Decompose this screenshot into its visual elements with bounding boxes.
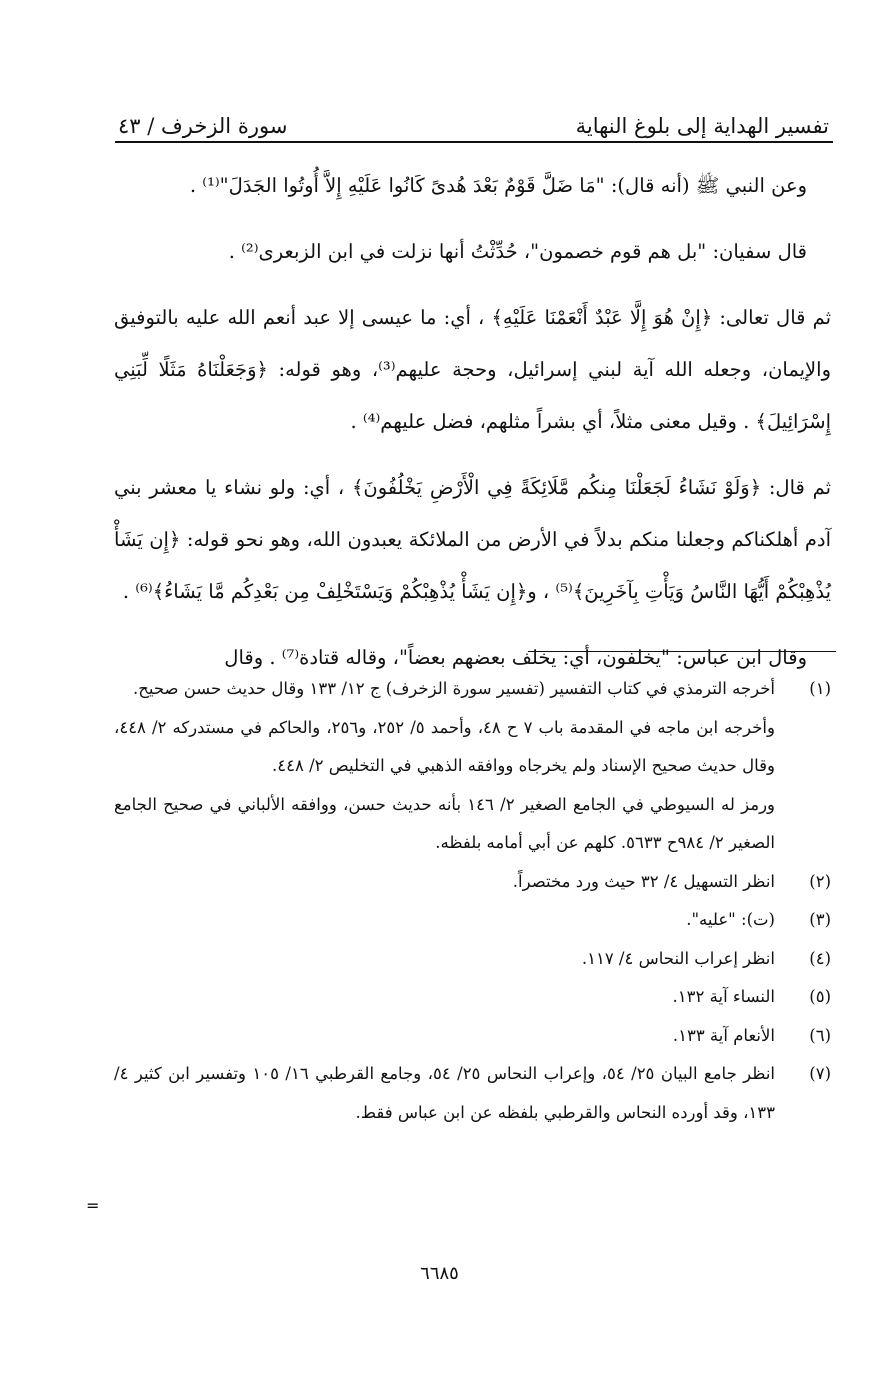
paragraph-5: وقال ابن عباس: "يخلفون، أي: يخلف بعضهم بعضاً"، وقاله قتادة⁽⁷⁾ . وقال — [224, 646, 807, 669]
footnote-1-continuation: ورمز له السيوطي في الجامع الصغير ٢/ ١٤٦ بأنه حديث حسن، ووافقه الألباني في صحيح الجامع الصغير ٢/ ٩٨٤ح ٥٦٣٣. كلهم عن أبي أمامه بلفظه. — [114, 794, 776, 852]
footnote-text: (ت): "عليه". — [686, 910, 775, 929]
paragraph-4: ثم قال: ﴿وَلَوْ نَشَاءُ لَجَعَلْنَا مِنكُم مَّلَائِكَةً فِي الْأَرْضِ يَخْلُفُونَ﴾ ، أي: ولو نشاء يا معشر بني آدم أهلكناكم وجعلنا منكم بدلاً في الأرض من الملائكة يعبدون الله، وهو نحو قوله: ﴿إِن يَشَأْ يُذْهِبْكُمْ أَيُّهَا النَّاسُ وَيَأْتِ بِآخَرِينَ﴾⁽⁵⁾ ، و﴿إِن يَشَأْ يُذْهِبْكُمْ وَيَسْتَخْلِفْ مِن بَعْدِكُم مَّا يَشَاءُ﴾⁽⁶⁾ . — [114, 476, 831, 603]
book-title: تفسير الهداية إلى بلوغ النهاية — [575, 114, 829, 138]
footnote-number: (٤) — [809, 948, 831, 968]
footnote-number: (٦) — [809, 1025, 831, 1045]
footnote-text: النساء آية ١٣٢. — [672, 987, 775, 1006]
paragraph-1: وعن النبي ﷺ (أنه قال): "مَا ضَلَّ قَوْمٌ بَعْدَ هُدىً كَانُوا عَلَيْهِ إِلاَّ أُوتُوا الجَدَلَ"⁽¹⁾ . — [189, 174, 807, 197]
footnote-text: انظر جامع البيان ٢٥/ ٥٤، وإعراب النحاس ٢٥/ ٥٤، وجامع القرطبي ١٦/ ١٠٥ وتفسير ابن كثير ٤/ ١٣٣، وقد أورده النحاس والقرطبي بلفظه عن ابن عباس فقط. — [114, 1064, 775, 1122]
footnote-text: انظر التسهيل ٤/ ٣٢ حيث ورد مختصراً. — [512, 871, 775, 891]
footnote-6 — [114, 1017, 831, 1056]
surah-label: سورة الزخرف / ٤٣ — [118, 114, 288, 138]
footnote-number: (١) — [809, 679, 831, 698]
footnote-7 — [114, 1055, 831, 1132]
footnote-5 — [114, 978, 831, 1017]
footnote-2 — [114, 863, 831, 902]
footnote-text: الأنعام آية ١٣٣. — [672, 1025, 775, 1045]
page-number: ٦٦٨٥ — [420, 1263, 459, 1284]
footnote-1-continuation: وأخرجه ابن ماجه في المقدمة باب ٧ ح ٤٨، وأحمد ٥/ ٢٥٢، و٢٥٦، والحاكم في مستدركه ٢/ ٤٤٨، وقال حديث صحيح الإسناد ولم يخرجاه ووافقه الذهبي في التخليص ٢/ ٤٤٨. — [114, 717, 775, 775]
footnote-4 — [114, 940, 831, 979]
continuation-mark: = — [86, 1196, 100, 1215]
footnote-number: (٣) — [809, 910, 831, 929]
footnote-text: أخرجه الترمذي في كتاب التفسير (تفسير سورة الزخرف) ج ١٢/ ١٣٣ وقال حديث حسن صحيح. — [132, 679, 775, 698]
footnotes — [114, 670, 831, 1132]
main-text — [114, 160, 831, 684]
footnote-number: (٢) — [809, 871, 831, 891]
footnote-separator — [528, 651, 836, 652]
paragraph-2: قال سفيان: "بل هم قوم خصمون"، حُدِّثْتُ أنها نزلت في ابن الزبعرى⁽²⁾ . — [228, 240, 807, 263]
footnote-number: (٧) — [809, 1064, 831, 1083]
paragraph-3: ثم قال تعالى: ﴿إِنْ هُوَ إِلَّا عَبْدٌ أَنْعَمْنَا عَلَيْهِ﴾ ، أي: ما عيسى إلا عبد أنعم الله عليه بالتوفيق والإيمان، وجعله الله آية لبني إسرائيل، وحجة عليهم⁽³⁾، وهو قوله: ﴿وَجَعَلْنَاهُ مَثَلًا لِّبَنِي إِسْرَائِيلَ﴾ . وقيل معنى مثلاً، أي بشراً مثلهم، فضل عليهم⁽⁴⁾ . — [114, 306, 831, 433]
running-header — [118, 98, 829, 138]
footnote-1 — [114, 670, 831, 709]
footnote-3 — [114, 901, 831, 940]
footnote-number: (٥) — [809, 987, 831, 1006]
header-rule — [115, 141, 833, 143]
footnote-text: انظر إعراب النحاس ٤/ ١١٧. — [581, 948, 775, 968]
